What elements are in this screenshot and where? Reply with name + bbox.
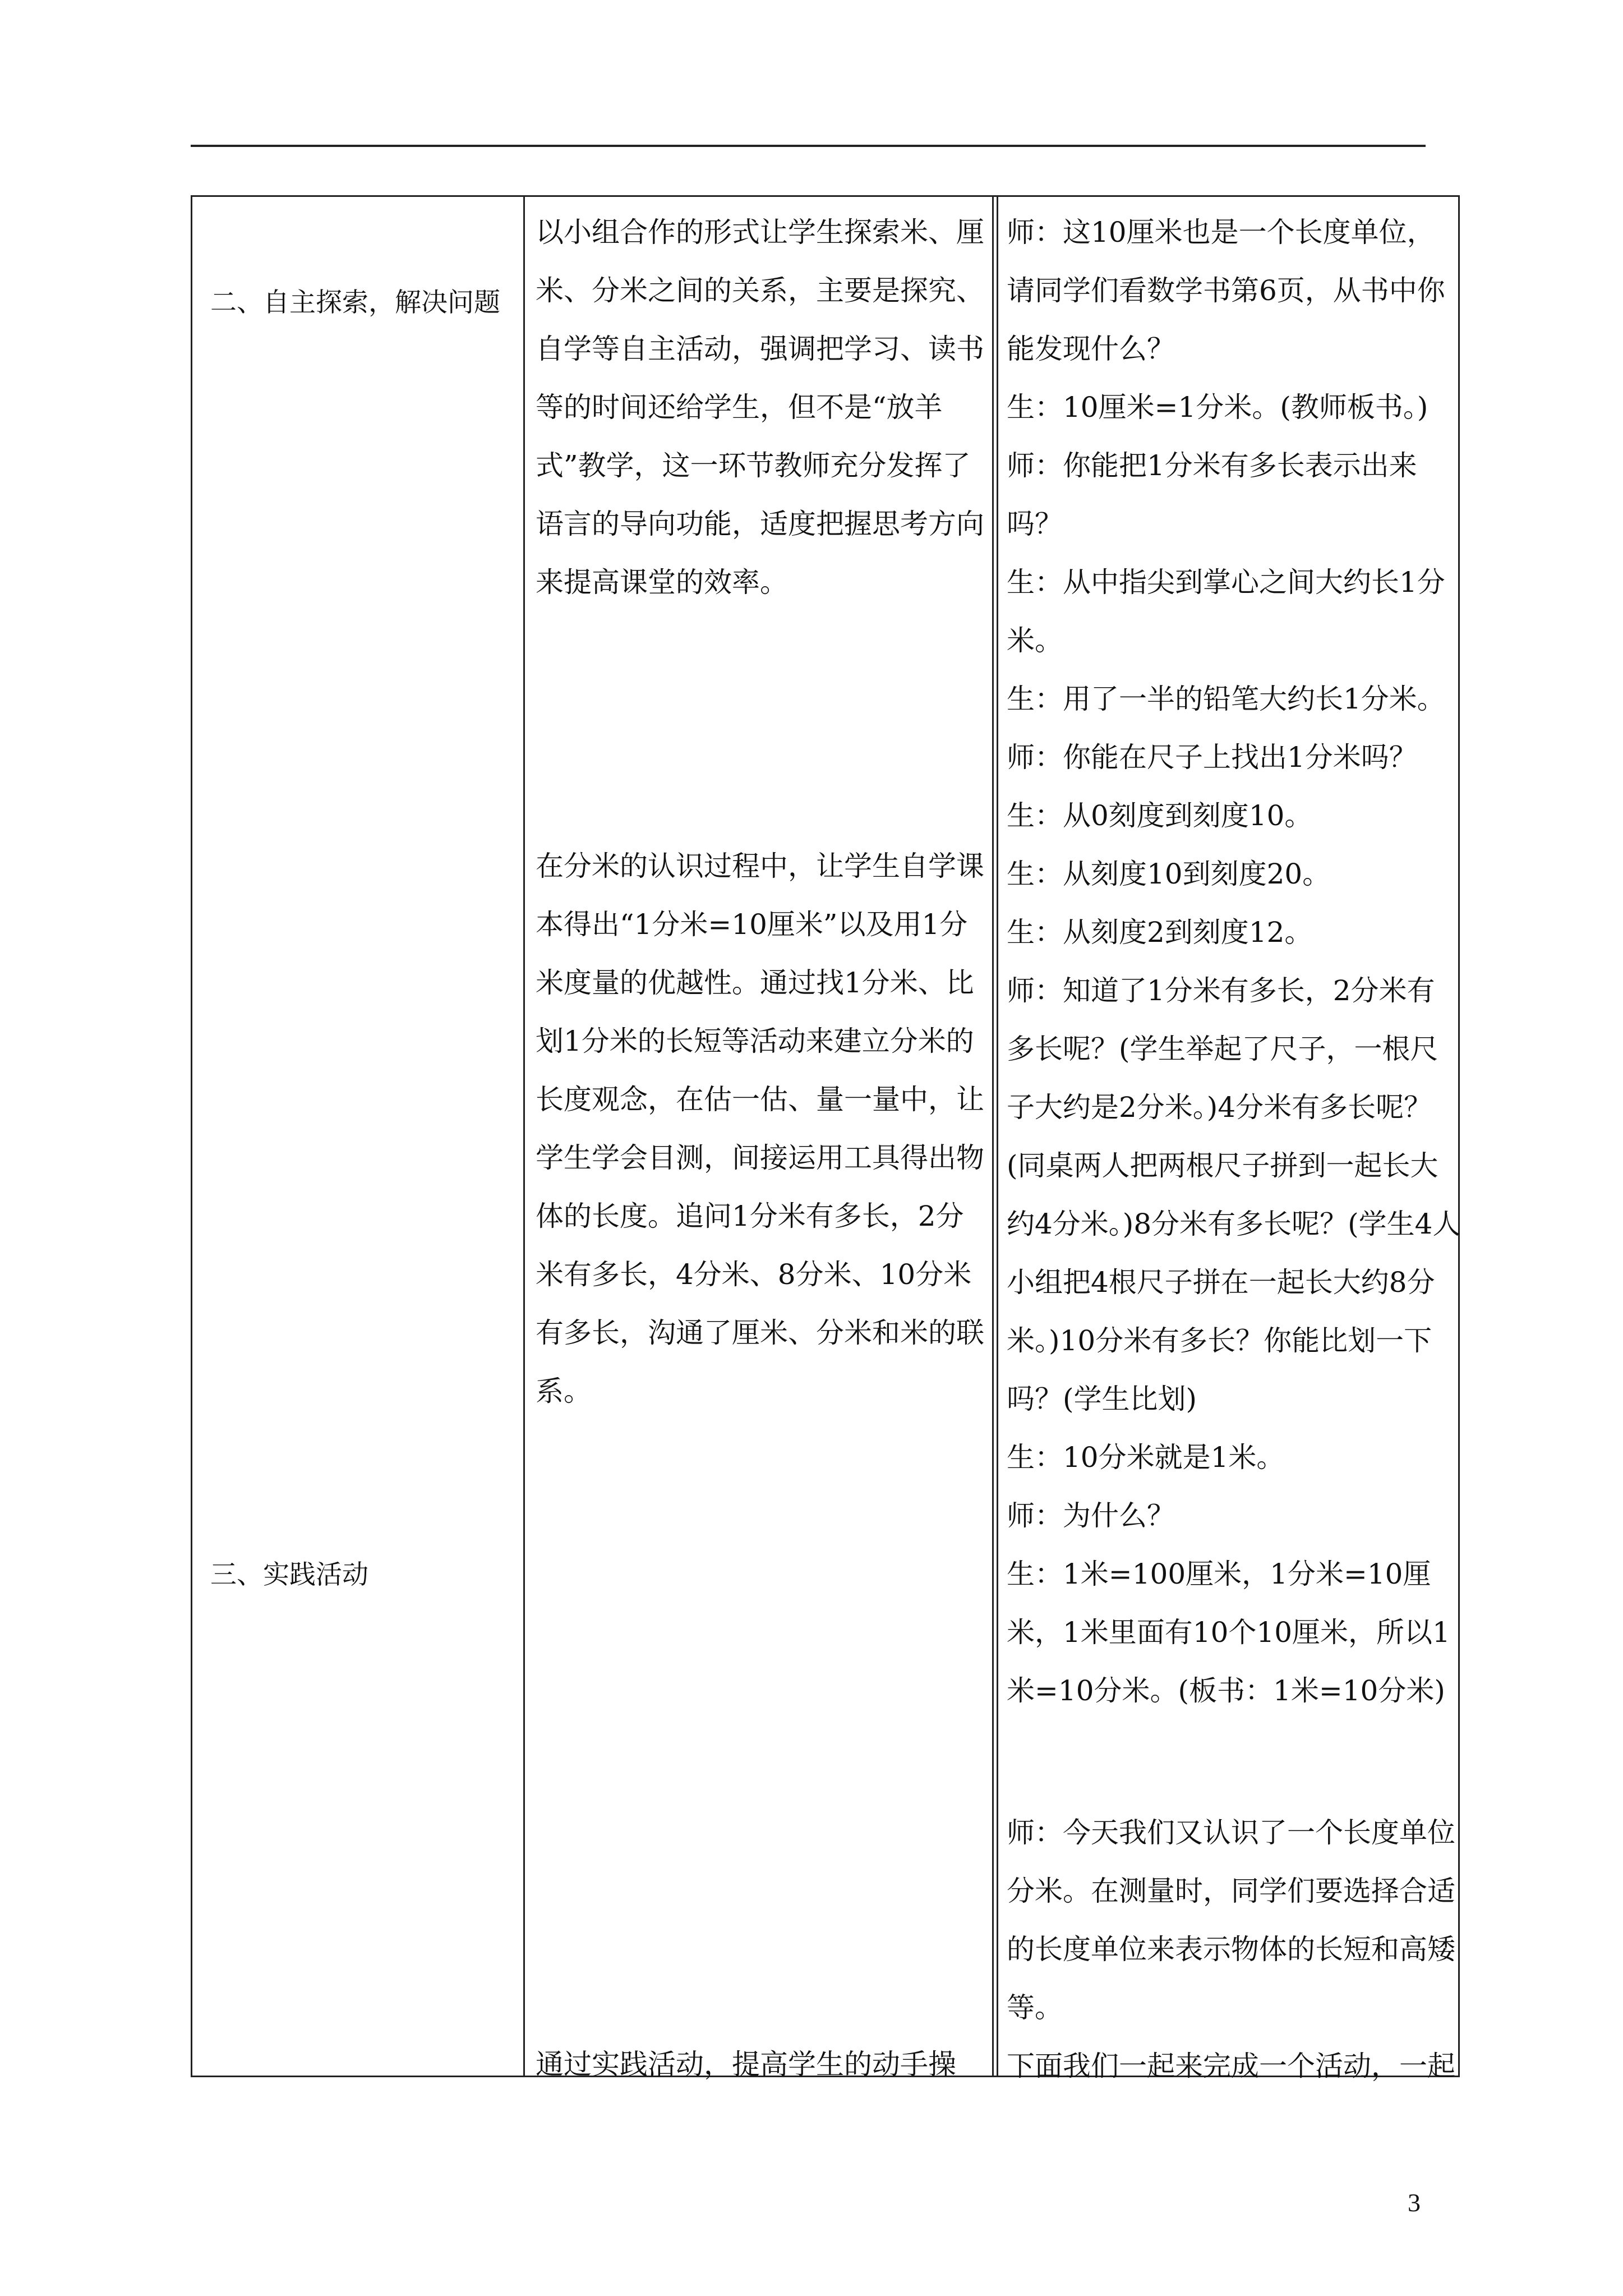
dialogue-line: 师：知道了1分米有多长，2分米有多长呢？(学生举起了尺子，一根尺子大约是2分米。)4分米有多长呢？(同桌两人把两根尺子拼到一起长大约4分米。)8分米有多长呢？(学生4人小组把4根尺子拼在一起长大约8分米。)10分米有多长？你能比划一下吗？(学生比划) [1007,974,1461,1415]
dialogue-line: 师：你能把1分米有多长表示出来吗？ [1007,449,1417,540]
column-divider [992,197,994,2076]
dialogue-line: 生：用了一半的铅笔大约长1分米。 [1007,683,1445,715]
process-dialogue-continued [1007,1803,1461,2095]
dialogue-line: 师：你能在尺子上找出1分米吗？ [1007,741,1417,774]
stage-3-title: 三、实践活动 [210,1559,368,1590]
dialogue-line: 生：从0刻度到刻度10。 [1007,799,1313,832]
page-number: 3 [1408,2188,1421,2217]
dialogue-line: 师：为什么？ [1007,1499,1175,1532]
column-divider [997,197,998,2076]
dialogue-line: 生：10分米就是1米。 [1007,1441,1285,1474]
design-note: 通过实践活动，提高学生的动手操 [536,2048,956,2081]
dialogue-line: 下面我们一起来完成一个活动，一起 [1007,2050,1455,2082]
header-rule [191,145,1426,147]
dialogue-line: 生：从刻度2到刻度12。 [1007,916,1313,949]
column-divider [523,197,525,2076]
process-dialogue [1007,203,1461,1720]
stage-2-title: 二、自主探索，解决问题 [210,287,500,318]
design-note: 以小组合作的形式让学生探索米、厘米、分米之间的关系，主要是探究、自学等自主活动，强调把学习、读书等的时间还给学生，但不是“放羊式”教学，这一环节教师充分发挥了语言的导向功能，适度把握思考方向来提高课堂的效率。 [536,216,984,599]
dialogue-line: 生：1米=100厘米，1分米=10厘米，1米里面有10个10厘米，所以1米=10分米。(板书：1米=10分米) [1007,1558,1450,1707]
dialogue-line: 生：10厘米=1分米。(教师板书。) [1007,391,1428,424]
dialogue-line: 师：这10厘米也是一个长度单位，请同学们看数学书第6页，从书中你能发现什么？ [1007,216,1445,365]
dialogue-line: 师：今天我们又认识了一个长度单位分米。在测量时，同学们要选择合适的长度单位来表示物体的长短和高矮等。 [1007,1816,1455,2024]
dialogue-line: 生：从刻度10到刻度20。 [1007,858,1331,890]
dialogue-line: 生：从中指尖到掌心之间大约长1分米。 [1007,566,1445,657]
design-note: 在分米的认识过程中，让学生自学课本得出“1分米=10厘米”以及用1分米度量的优越性。通过找1分米、比划1分米的长短等活动来建立分米的长度观念，在估一估、量一量中，让学生学会目测，间接运用工具得出物体的长度。追问1分米有多长，2分米有多长，4分米、8分米、10分米有多长，沟通了厘米、分米和米的联系。 [536,850,984,1407]
